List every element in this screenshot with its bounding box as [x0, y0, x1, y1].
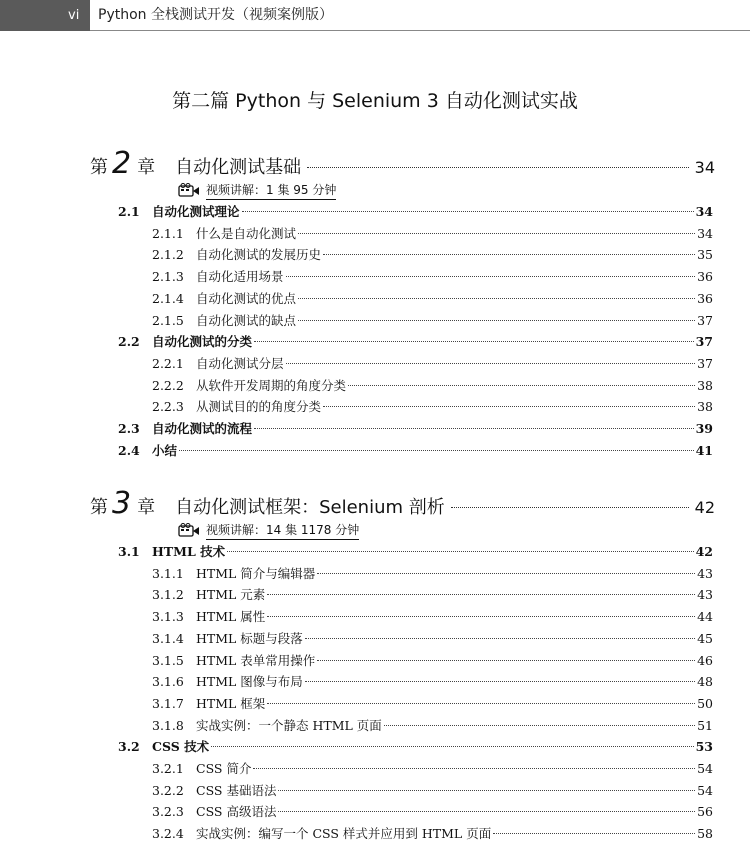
leader-dots: [298, 233, 695, 234]
leader-dots: [278, 811, 695, 812]
entry-number: 3.1.4: [152, 630, 184, 646]
entry-title: CSS 高级语法: [196, 804, 277, 820]
leader-dots: [493, 833, 695, 834]
leader-dots: [323, 254, 695, 255]
video-lecture-info[interactable]: [178, 520, 359, 540]
entry-page-number: 54: [697, 761, 713, 776]
entry-page-number: 46: [697, 652, 713, 668]
leader-dots: [267, 616, 695, 617]
toc-subsection-row[interactable]: [118, 672, 713, 693]
entry-title: HTML 元素: [196, 587, 266, 603]
entry-page-number: 34: [697, 225, 713, 241]
entry-number: 3.2.3: [152, 804, 184, 820]
leader-dots: [317, 660, 695, 661]
toc-subsection-row[interactable]: [118, 289, 713, 310]
leader-dots: [348, 385, 695, 386]
leader-dots: [298, 320, 695, 321]
leader-dots: [286, 363, 696, 364]
entry-title: 实战实例：一个静态 HTML 页面: [196, 717, 382, 733]
leader-dots: [211, 746, 694, 747]
toc-section-row[interactable]: [118, 202, 713, 223]
entry-page-number: 56: [697, 804, 713, 820]
entry-page-number: 37: [695, 334, 713, 350]
entry-page-number: 34: [695, 204, 713, 219]
chapter-suffix: 章: [137, 497, 156, 518]
entry-title: 自动化测试的分类: [152, 334, 253, 350]
entry-title: HTML 属性: [196, 609, 266, 625]
toc-subsection-row[interactable]: [118, 607, 713, 628]
header-divider: [90, 30, 750, 31]
entry-title: 自动化测试的流程: [152, 421, 253, 436]
entry-number: 3.2.4: [152, 826, 184, 842]
toc-section-row[interactable]: [118, 419, 713, 440]
video-lecture-info[interactable]: [178, 180, 336, 200]
entry-number: 3.2.2: [152, 782, 184, 798]
toc-subsection-row[interactable]: [118, 781, 713, 802]
toc-subsection-row[interactable]: [118, 267, 713, 288]
entry-number: 3.1.5: [152, 652, 184, 668]
leader-dots: [267, 594, 695, 595]
entry-number: 3.1: [118, 544, 140, 559]
leader-dots: [298, 298, 695, 299]
entry-number: 2.1.3: [152, 269, 184, 285]
entry-number: 2.4: [118, 442, 140, 458]
toc-section-row[interactable]: [118, 737, 713, 758]
chapter-number: 3: [112, 486, 132, 521]
entry-page-number: 38: [697, 399, 713, 415]
entry-number: 3.1.6: [152, 674, 184, 690]
leader-dots: [307, 167, 689, 168]
chapter-title: 自动化测试基础: [175, 157, 302, 178]
entry-page-number: 43: [697, 587, 713, 603]
entry-page-number: 39: [695, 421, 713, 436]
running-book-title: Python 全栈测试开发（视频案例版）: [98, 7, 333, 23]
leader-dots: [278, 790, 695, 791]
entry-title: 从测试目的的角度分类: [196, 399, 322, 415]
entry-page-number: 37: [697, 312, 713, 328]
chapter-prefix: 第: [90, 157, 108, 178]
entry-page-number: 44: [697, 609, 713, 625]
video-camera-icon: [178, 183, 200, 197]
entry-number: 3.1.2: [152, 587, 184, 603]
entry-title: 实战实例：编写一个 CSS 样式并应用到 HTML 页面: [196, 826, 492, 842]
toc-subsection-row[interactable]: [118, 629, 713, 650]
entry-number: 2.1: [118, 204, 140, 219]
entry-page-number: 37: [697, 355, 713, 371]
leader-dots: [451, 507, 689, 508]
entry-title: HTML 技术: [152, 544, 226, 559]
toc-section-row[interactable]: [118, 332, 713, 353]
entry-page-number: 42: [695, 544, 713, 559]
leader-dots: [254, 428, 694, 429]
entry-number: 2.1.5: [152, 312, 184, 328]
toc-subsection-row[interactable]: [118, 245, 713, 266]
entry-title: 自动化测试的优点: [196, 290, 297, 306]
entry-page-number: 54: [697, 782, 713, 798]
entry-page-number: 51: [697, 717, 713, 733]
leader-dots: [254, 341, 694, 342]
toc-subsection-row[interactable]: [118, 354, 713, 375]
entry-title: 小结: [152, 442, 178, 458]
entry-title: HTML 表单常用操作: [196, 652, 316, 668]
toc-subsection-row[interactable]: [118, 824, 713, 845]
toc-subsection-row[interactable]: [118, 694, 713, 715]
entry-page-number: 36: [697, 290, 713, 306]
entry-title: CSS 技术: [152, 739, 210, 755]
toc-subsection-row[interactable]: [118, 311, 713, 332]
chapter-title: 自动化测试框架：Selenium 剖析: [175, 497, 445, 518]
entry-page-number: 38: [697, 377, 713, 393]
entry-title: HTML 框架: [196, 695, 266, 711]
leader-dots: [227, 551, 694, 552]
toc-subsection-row[interactable]: [118, 716, 713, 737]
chapter-suffix: 章: [137, 157, 156, 178]
leader-dots: [323, 406, 695, 407]
leader-dots: [305, 681, 695, 682]
entry-number: 3.1.7: [152, 695, 184, 711]
toc-subsection-row[interactable]: [118, 759, 713, 780]
toc-subsection-row[interactable]: [118, 224, 713, 245]
leader-dots: [317, 573, 695, 574]
toc-subsection-row[interactable]: [118, 585, 713, 606]
page-number-tab: vi: [0, 0, 90, 31]
entry-title: 自动化测试的发展历史: [196, 247, 322, 263]
entry-number: 2.2.3: [152, 399, 184, 415]
entry-page-number: 45: [697, 630, 713, 646]
entry-title: HTML 图像与布局: [196, 674, 303, 690]
chapter-page-number: 34: [694, 158, 715, 177]
entry-page-number: 35: [697, 247, 713, 263]
video-lecture-text: 视频讲解：1 集 95 分钟: [206, 181, 336, 200]
leader-dots: [286, 276, 696, 277]
toc-subsection-row[interactable]: [118, 651, 713, 672]
entry-title: 自动化测试理论: [152, 204, 240, 219]
entry-page-number: 48: [697, 674, 713, 690]
chapter-page-number: 42: [694, 498, 715, 517]
entry-number: 3.2: [118, 739, 140, 755]
part-title: 第二篇 Python 与 Selenium 3 自动化测试实战: [172, 90, 578, 112]
toc-subsection-row[interactable]: [118, 376, 713, 397]
entry-page-number: 36: [697, 269, 713, 285]
entry-title: 自动化测试的缺点: [196, 312, 297, 328]
leader-dots: [242, 211, 694, 212]
toc-section-row[interactable]: [118, 441, 713, 462]
entry-page-number: 50: [697, 695, 713, 711]
toc-subsection-row[interactable]: [118, 397, 713, 418]
chapter-number: 2: [112, 146, 132, 181]
entry-title: 从软件开发周期的角度分类: [196, 377, 347, 393]
entry-page-number: 58: [697, 826, 713, 842]
entry-number: 2.1.4: [152, 290, 184, 306]
leader-dots: [179, 450, 694, 451]
entry-number: 3.1.8: [152, 717, 184, 733]
video-camera-icon: [178, 523, 200, 537]
entry-number: 3.2.1: [152, 761, 184, 776]
entry-page-number: 41: [695, 442, 713, 458]
entry-title: HTML 简介与编辑器: [196, 565, 316, 581]
leader-dots: [267, 703, 695, 704]
video-lecture-text: 视频讲解：14 集 1178 分钟: [206, 521, 359, 540]
leader-dots: [305, 638, 695, 639]
entry-number: 2.1.2: [152, 247, 184, 263]
toc-section-row[interactable]: [118, 542, 713, 563]
leader-dots: [253, 768, 695, 769]
toc-subsection-row[interactable]: [118, 564, 713, 585]
entry-title: CSS 基础语法: [196, 782, 277, 798]
entry-title: HTML 标题与段落: [196, 630, 303, 646]
chapter-prefix: 第: [90, 497, 108, 518]
page-header: [0, 0, 750, 31]
chapter-heading[interactable]: [90, 486, 715, 521]
entry-number: 2.3: [118, 421, 140, 436]
entry-title: 什么是自动化测试: [196, 225, 297, 241]
entry-number: 2.2.1: [152, 355, 184, 371]
entry-title: CSS 简介: [196, 761, 252, 776]
toc-subsection-row[interactable]: [118, 802, 713, 823]
entry-title: 自动化测试分层: [196, 355, 284, 371]
entry-title: 自动化适用场景: [196, 269, 284, 285]
entry-number: 3.1.3: [152, 609, 184, 625]
entry-page-number: 53: [695, 739, 713, 755]
entry-number: 3.1.1: [152, 565, 184, 581]
entry-page-number: 43: [697, 565, 713, 581]
entry-number: 2.1.1: [152, 225, 184, 241]
chapter-heading[interactable]: [90, 146, 715, 181]
entry-number: 2.2.2: [152, 377, 184, 393]
entry-number: 2.2: [118, 334, 140, 350]
leader-dots: [384, 725, 695, 726]
